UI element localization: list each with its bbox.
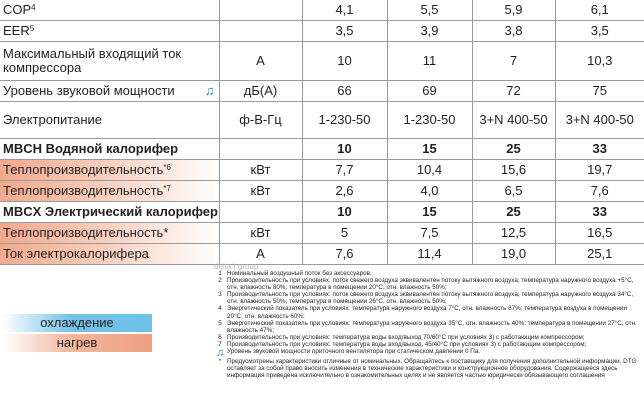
table-row bbox=[0, 21, 644, 42]
row-label-text: MBCH Водяной калорифер bbox=[3, 141, 179, 156]
value-cell: 3+N 400-50 bbox=[472, 102, 555, 139]
unit-cell: A bbox=[219, 42, 302, 81]
value-cell: 15,6 bbox=[472, 160, 555, 181]
value-cell: 19,7 bbox=[555, 160, 644, 181]
footnotes bbox=[213, 270, 641, 379]
value-cell: 6,1 bbox=[555, 0, 644, 21]
value-cell: 75 bbox=[555, 81, 644, 102]
value-cell: 7,5 bbox=[387, 223, 472, 244]
footnote bbox=[213, 341, 641, 348]
value-cell: 1-230-50 bbox=[302, 102, 387, 139]
row-label bbox=[0, 102, 219, 139]
footnote bbox=[213, 320, 641, 334]
value-cell: 10 bbox=[302, 139, 387, 160]
footnote-ref: *6 bbox=[163, 163, 171, 172]
table-row bbox=[0, 139, 644, 160]
row-label bbox=[0, 21, 219, 42]
row-label-text: COP bbox=[3, 2, 32, 17]
footnote-number: 3 bbox=[218, 291, 222, 299]
row-label-text: Электропитание bbox=[3, 112, 102, 127]
row-label bbox=[0, 223, 219, 244]
value-cell: 10 bbox=[302, 202, 387, 223]
value-cell: 33 bbox=[555, 139, 644, 160]
row-label-text: Ток электрокалорифера bbox=[3, 246, 149, 261]
value-cell: 12,5 bbox=[472, 223, 555, 244]
value-cell: 16,5 bbox=[555, 223, 644, 244]
footnote bbox=[213, 334, 641, 341]
value-cell: 25,1 bbox=[555, 244, 644, 265]
value-cell: 10,4 bbox=[387, 160, 472, 181]
value-cell: 3+N 400-50 bbox=[555, 102, 644, 139]
footnote bbox=[213, 358, 641, 379]
table-row bbox=[0, 244, 644, 265]
footnote-text: Предусмотрены характеристики отличные от номинальных. Обращайтесь к поставщику для получения дополнительной информации. DTG оставляет за собой право вносить изменения в технические характеристики и конструкционное оборудования. Содержащееся здесь информация приведена исключительно в ознакомительных целях и не является частью юридически обязывающего соглашения bbox=[227, 358, 637, 380]
table-row bbox=[0, 223, 644, 244]
value-cell: 11 bbox=[387, 42, 472, 81]
row-label-text: Максимальный входящий ток компрессора bbox=[3, 46, 182, 75]
unit-cell bbox=[219, 21, 302, 42]
value-cell: 5 bbox=[302, 223, 387, 244]
row-label bbox=[0, 202, 219, 223]
row-label-text: Теплопроизводительность bbox=[3, 162, 164, 177]
unit-cell: A bbox=[219, 244, 302, 265]
unit-cell: ф-В-Гц bbox=[219, 102, 302, 139]
footnote bbox=[213, 277, 641, 291]
value-cell: 33 bbox=[555, 202, 644, 223]
value-cell: 4,1 bbox=[302, 0, 387, 21]
table-row bbox=[0, 181, 644, 202]
value-cell: 3,8 bbox=[472, 21, 555, 42]
value-cell: 66 bbox=[302, 81, 387, 102]
footnote-number: 4 bbox=[218, 305, 222, 313]
footnote-number: 5 bbox=[218, 319, 222, 327]
value-cell: 15 bbox=[387, 139, 472, 160]
value-cell: 7,7 bbox=[302, 160, 387, 181]
value-cell: 6,5 bbox=[472, 181, 555, 202]
footnote-number: 1 bbox=[218, 270, 222, 277]
value-cell: 7 bbox=[472, 42, 555, 81]
footnote-ref: *7 bbox=[163, 184, 171, 193]
row-label bbox=[0, 81, 219, 102]
unit-cell: кВт bbox=[219, 181, 302, 202]
row-label bbox=[0, 0, 219, 21]
heating-legend: нагрев bbox=[2, 334, 152, 352]
value-cell: 25 bbox=[472, 202, 555, 223]
footnote-text: Производительность при условиях: температура воды вход/выход 70/60°С при условиях 3) с работающим компрессором; bbox=[227, 333, 585, 341]
unit-cell: кВт bbox=[219, 223, 302, 244]
value-cell: 3,9 bbox=[387, 21, 472, 42]
row-label bbox=[0, 42, 219, 81]
footnote-number: 2 bbox=[218, 277, 222, 285]
footnote-text: Производительность при условиях: температура воды вход/выход, 45/40°С при условиях 3) с работающим компрессором; bbox=[227, 340, 587, 348]
row-label bbox=[0, 139, 219, 160]
footnote-text: Производительность при условиях: поток свежего воздуха эквивалентен потоку вытяжного воздуха; температура наружного воздуха 34°С, отн. влажность 50%; температура в помещении 26°С, отн. влажность 50%; bbox=[227, 291, 634, 306]
footnote-text: Энергетический показатель при условиях: температура наружного воздуха 35°С, отн. влажность 40%; температура в помещении 27°С, отн. влажность 47%; bbox=[227, 319, 637, 334]
footnote-number: 6 bbox=[218, 333, 222, 341]
value-cell: 7,6 bbox=[555, 181, 644, 202]
value-cell: 5,9 bbox=[472, 0, 555, 21]
row-label-text: EER bbox=[3, 23, 30, 38]
value-cell: 7,6 bbox=[302, 244, 387, 265]
value-cell: 25 bbox=[472, 139, 555, 160]
row-label-text: Теплопроизводительность bbox=[3, 183, 164, 198]
value-cell: 1-230-50 bbox=[387, 102, 472, 139]
value-cell: 72 bbox=[472, 81, 555, 102]
footnote-ref: 5 bbox=[29, 24, 35, 33]
value-cell: 11,4 bbox=[387, 244, 472, 265]
table-row bbox=[0, 81, 644, 102]
value-cell: 4,0 bbox=[387, 181, 472, 202]
table-row bbox=[0, 202, 644, 223]
row-label-text: MBCX Электрический калорифер bbox=[3, 204, 218, 219]
value-cell: 2,6 bbox=[302, 181, 387, 202]
value-cell: 15 bbox=[387, 202, 472, 223]
row-label bbox=[0, 244, 219, 265]
unit-cell: дБ(А) bbox=[219, 81, 302, 102]
table-row bbox=[0, 160, 644, 181]
row-label bbox=[0, 181, 219, 202]
value-cell: 5,5 bbox=[387, 0, 472, 21]
unit-cell bbox=[219, 0, 302, 21]
table-row bbox=[0, 0, 644, 21]
music-note-icon: ♫ bbox=[204, 83, 215, 98]
unit-cell bbox=[219, 139, 302, 160]
footnote bbox=[213, 305, 641, 319]
value-cell: 10,3 bbox=[555, 42, 644, 81]
table-row bbox=[0, 102, 644, 139]
value-cell: 10 bbox=[302, 42, 387, 81]
footnote-text: Энергетический показатель при условиях: температура наружного воздуха 7°С, отн. влажность 87%; температура воздуха в помещении 20°С, отн. влажность 60%; bbox=[227, 305, 628, 320]
unit-cell bbox=[219, 202, 302, 223]
unit-cell: кВт bbox=[219, 160, 302, 181]
brand-watermark: delta | group bbox=[214, 262, 259, 271]
value-cell: 3,5 bbox=[302, 21, 387, 42]
row-label-text: Теплопроизводительность* bbox=[3, 225, 169, 240]
footnote bbox=[213, 348, 641, 358]
footnote bbox=[213, 291, 641, 305]
music-note-icon: ♫ bbox=[215, 347, 225, 360]
row-label bbox=[0, 160, 219, 181]
footnote-text: Уровень звуковой мощности приточного вентилятора при статическом давлении 0 Па. bbox=[227, 348, 481, 356]
value-cell: 69 bbox=[387, 81, 472, 102]
value-cell: 19,0 bbox=[472, 244, 555, 265]
footnote-number: * bbox=[218, 358, 222, 366]
footnote-number: 7 bbox=[218, 340, 222, 348]
table-row bbox=[0, 42, 644, 81]
cooling-legend: охлаждение bbox=[2, 314, 152, 332]
value-cell: 3,5 bbox=[555, 21, 644, 42]
footnote-text: Производительность при условиях: поток свежего воздуха эквивалентен потоку вытяжного воздуха; температура наружного воздуха +5°С, отн. влажность 80%; температура в помещении 20°С, отн. влажность 50%; bbox=[227, 277, 634, 292]
footnote-ref: 4 bbox=[31, 3, 36, 12]
footnote-text: Номинальный воздушный поток без аксессуаров. bbox=[227, 270, 372, 277]
row-label-text: Уровень звуковой мощности bbox=[3, 83, 175, 98]
